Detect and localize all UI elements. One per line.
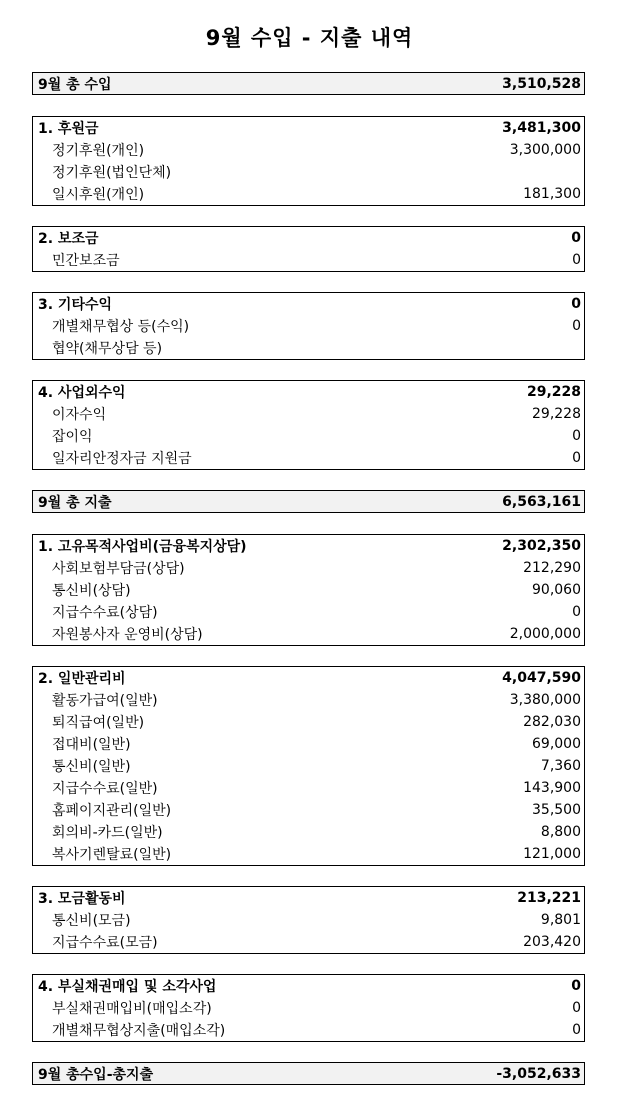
item-label: 민간보조금 — [52, 253, 120, 269]
income-group-subsidy — [32, 226, 585, 272]
item-amount: 35,500 — [532, 802, 581, 818]
item-label: 홈페이지관리(일반) — [52, 803, 172, 819]
group-amount: 0 — [571, 978, 581, 994]
item-label: 지급수수료(일반) — [52, 781, 158, 797]
item-amount: 282,030 — [523, 714, 581, 730]
group-amount: 0 — [571, 230, 581, 246]
item-amount: 2,000,000 — [509, 626, 581, 642]
item-label: 정기후원(개인) — [52, 143, 145, 159]
group-amount: 0 — [571, 296, 581, 312]
item-amount: 121,000 — [523, 846, 581, 862]
expense-total-amount: 6,563,161 — [502, 493, 581, 510]
item-amount: 0 — [572, 604, 581, 620]
item-label: 부실채권매입비(매입소각) — [52, 1001, 212, 1017]
expense-group-core-project — [32, 534, 585, 646]
expense-group-general-admin — [32, 666, 585, 866]
item-label: 지급수수료(상담) — [52, 605, 158, 621]
group-amount: 3,481,300 — [502, 120, 581, 136]
group-label: 4. 부실채권매입 및 소각사업 — [38, 979, 217, 995]
group-label: 4. 사업외수익 — [38, 385, 126, 401]
item-label: 일자리안정자금 지원금 — [52, 451, 192, 467]
item-amount: 69,000 — [532, 736, 581, 752]
group-label: 3. 기타수익 — [38, 297, 113, 313]
net-total-amount: -3,052,633 — [496, 1065, 581, 1082]
item-amount: 3,300,000 — [509, 142, 581, 158]
net-total-label: 9월 총수입-총지출 — [38, 1066, 154, 1083]
item-label: 정기후원(법인단체) — [52, 165, 172, 181]
item-amount: 0 — [572, 428, 581, 444]
group-amount: 2,302,350 — [502, 538, 581, 554]
group-label: 1. 후원금 — [38, 121, 99, 137]
item-label: 퇴직급여(일반) — [52, 715, 145, 731]
item-label: 자원봉사자 운영비(상담) — [52, 627, 203, 643]
expense-group-fundraising — [32, 886, 585, 954]
item-amount: 0 — [572, 252, 581, 268]
item-amount: 0 — [572, 1000, 581, 1016]
group-amount: 29,228 — [526, 384, 581, 400]
item-amount: 29,228 — [532, 406, 581, 422]
income-total-amount: 3,510,528 — [502, 75, 581, 92]
item-label: 통신비(모금) — [52, 913, 131, 929]
item-label: 협약(채무상담 등) — [52, 341, 163, 357]
item-amount: 0 — [572, 318, 581, 334]
item-amount: 212,290 — [523, 560, 581, 576]
group-amount: 4,047,590 — [502, 670, 581, 686]
item-label: 잡이익 — [52, 429, 93, 445]
item-label: 접대비(일반) — [52, 737, 131, 753]
income-group-non-operating — [32, 380, 585, 470]
expense-total-box — [32, 490, 585, 513]
income-total-box — [32, 72, 585, 95]
expense-total-label: 9월 총 지출 — [38, 494, 112, 511]
item-amount: 203,420 — [523, 934, 581, 950]
item-amount: 143,900 — [523, 780, 581, 796]
expense-group-bad-debt — [32, 974, 585, 1042]
income-group-donations — [32, 116, 585, 206]
group-label: 1. 고유목적사업비(금융복지상담) — [38, 539, 247, 555]
item-amount: 0 — [572, 1022, 581, 1038]
item-amount: 3,380,000 — [509, 692, 581, 708]
group-label: 2. 보조금 — [38, 231, 99, 247]
item-label: 개별채무협상지출(매입소각) — [52, 1023, 226, 1039]
item-label: 통신비(상담) — [52, 583, 131, 599]
item-label: 지급수수료(모금) — [52, 935, 158, 951]
item-label: 이자수익 — [52, 407, 107, 423]
group-label: 3. 모금활동비 — [38, 891, 126, 907]
item-amount: 9,801 — [540, 912, 581, 928]
item-label: 복사기렌탈료(일반) — [52, 847, 172, 863]
item-label: 활동가급여(일반) — [52, 693, 158, 709]
item-amount: 181,300 — [523, 186, 581, 202]
income-group-other — [32, 292, 585, 360]
item-amount: 7,360 — [540, 758, 581, 774]
page-title: 9월 수입 - 지출 내역 — [205, 26, 414, 50]
item-label: 통신비(일반) — [52, 759, 131, 775]
item-amount: 0 — [572, 450, 581, 466]
item-label: 회의비-카드(일반) — [52, 825, 163, 841]
group-label: 2. 일반관리비 — [38, 671, 126, 687]
item-label: 사회보험부담금(상담) — [52, 561, 185, 577]
item-label: 개별채무협상 등(수익) — [52, 319, 190, 335]
group-amount: 213,221 — [517, 890, 581, 906]
net-total-box — [32, 1062, 585, 1085]
item-label: 일시후원(개인) — [52, 187, 145, 203]
item-amount: 8,800 — [540, 824, 581, 840]
item-amount: 90,060 — [532, 582, 581, 598]
income-total-label: 9월 총 수입 — [38, 76, 112, 93]
